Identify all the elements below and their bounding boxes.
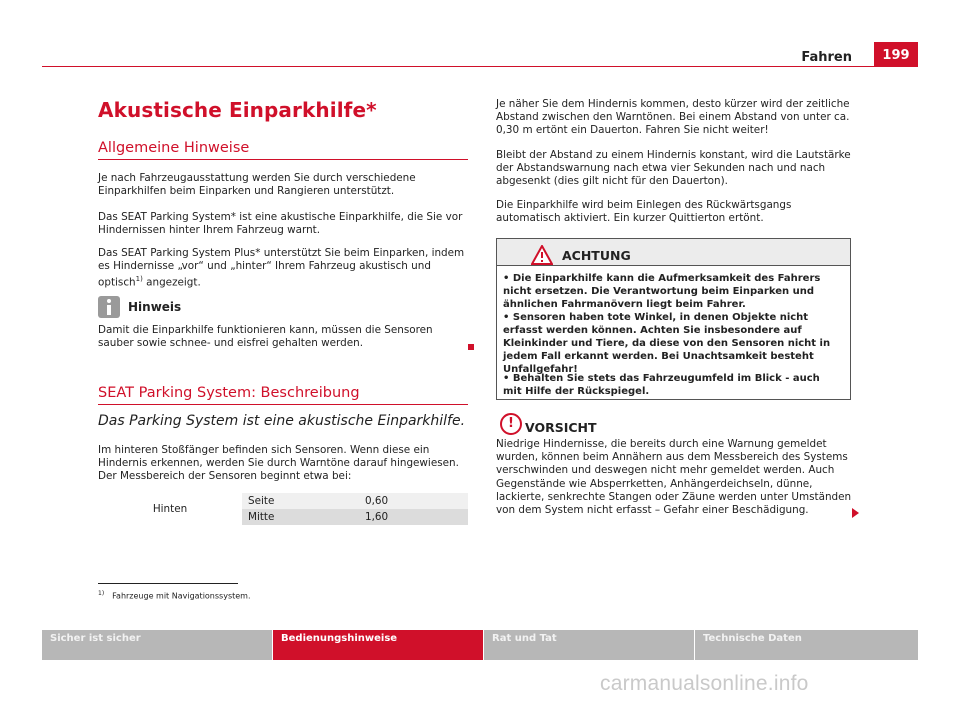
section-label: Fahren bbox=[801, 50, 852, 65]
section-heading-parking-system: SEAT Parking System: Beschreibung bbox=[98, 385, 360, 401]
hinweis-title: Hinweis bbox=[128, 300, 182, 314]
section-rule bbox=[98, 404, 468, 405]
paragraph: Das SEAT Parking System* ist eine akustische Einparkhilfe, die Sie vor Hindernissen hinter Ihrem Fahrzeug warnt. bbox=[98, 211, 463, 237]
caution-icon: ! bbox=[500, 413, 522, 435]
section-rule bbox=[98, 159, 468, 160]
end-marker-icon bbox=[468, 344, 474, 350]
watermark: carmanualsonline.info bbox=[600, 672, 809, 695]
nav-tab-bedienungshinweise[interactable]: Bedienungshinweise bbox=[273, 630, 483, 660]
footnote-rule bbox=[98, 583, 238, 584]
caution-text: Niedrige Hindernisse, die bereits durch eine Warnung gemeldet wurden, können beim Annähern aus dem Messbereich des Systems verschwinden und deswegen nicht mehr gemeldet werden. Auch Gegenstände wie Absperrketten, Anhängerdeichseln, dünne, lackierte, senkrechte Stangen oder Zäune werden unter Umständen von dem System nicht erfasst – Gefahr einer Beschädigung. bbox=[496, 438, 852, 517]
paragraph: Im hinteren Stoßfänger befinden sich Sensoren. Wenn diese ein Hindernis erkennen, werden Sie durch Warntöne darauf hingewiesen. Der Messbereich der Sensoren beginnt etwa bei: bbox=[98, 444, 459, 483]
warning-triangle-icon bbox=[531, 245, 553, 265]
table-cell: Mitte bbox=[242, 509, 359, 525]
warning-bullet: • Behalten Sie stets das Fahrzeugumfeld im Blick - auch mit Hilfe der Rückspiegel. bbox=[503, 373, 820, 397]
table-cell: 0,60 bbox=[359, 493, 468, 509]
nav-tab-sicher-ist-sicher[interactable]: Sicher ist sicher bbox=[42, 630, 272, 660]
warning-title: ACHTUNG bbox=[562, 248, 631, 263]
nav-tab-rat-und-tat[interactable]: Rat und Tat bbox=[484, 630, 694, 660]
sensor-range-table bbox=[98, 493, 468, 525]
paragraph: Bleibt der Abstand zu einem Hindernis konstant, wird die Lautstärke der Abstandswarnung nach etwa vier Sekunden nach und nach abgesenkt (dies gilt nicht für den Dauerton). bbox=[496, 149, 851, 188]
footnote-ref: 1) bbox=[135, 275, 143, 284]
paragraph: Das SEAT Parking System Plus* unterstützt Sie beim Einparken, indem es Hindernisse „vor“ und „hinter“ Ihrem Fahrzeug akustisch und optisch$^{1)}$ angezeigt. bbox=[98, 247, 465, 289]
header-rule bbox=[42, 66, 918, 67]
table-row-header: Hinten bbox=[98, 493, 242, 525]
section-intro: Das Parking System ist eine akustische Einparkhilfe. bbox=[98, 413, 466, 429]
paragraph: Je nach Fahrzeugausstattung werden Sie durch verschiedene Einparkhilfen beim Einparken und Rangieren unterstützt. bbox=[98, 172, 416, 198]
hinweis-text: Damit die Einparkhilfe funktionieren kann, müssen die Sensoren sauber sowie schnee- und eisfrei gehalten werden. bbox=[98, 324, 433, 350]
page-title: Akustische Einparkhilfe* bbox=[98, 98, 377, 122]
info-icon bbox=[98, 296, 120, 318]
table-row bbox=[98, 493, 468, 509]
caution-title: VORSICHT bbox=[525, 420, 597, 435]
footnote: $^{1)}$ Fahrzeuge mit Navigationssystem. bbox=[98, 590, 251, 601]
table-cell: Seite bbox=[242, 493, 359, 509]
warning-bullet: • Die Einparkhilfe kann die Aufmerksamkeit des Fahrers nicht ersetzen. Die Verantwortung beim Einparken und ähnlichen Fahrmanövern liegt beim Fahrer. bbox=[503, 273, 821, 310]
hinweis-header bbox=[98, 296, 181, 318]
paragraph: Je näher Sie dem Hindernis kommen, desto kürzer wird der zeitliche Abstand zwischen den Warntönen. Bei einem Abstand von unter ca. 0,30 m ertönt ein Dauerton. Fahren Sie nicht weiter! bbox=[496, 98, 850, 137]
table-cell: 1,60 bbox=[359, 509, 468, 525]
continue-arrow-icon bbox=[852, 508, 859, 518]
paragraph: Die Einparkhilfe wird beim Einlegen des Rückwärtsgangs automatisch aktiviert. Ein kurzer Quittierton ertönt. bbox=[496, 199, 792, 225]
section-heading-general: Allgemeine Hinweise bbox=[98, 140, 250, 156]
nav-tab-technische-daten[interactable]: Technische Daten bbox=[695, 630, 918, 660]
warning-bullet: • Sensoren haben tote Winkel, in denen Objekte nicht erfasst werden können. Achten Sie insbesondere auf Kleinkinder und Tiere, da diese von den Sensoren nicht in jedem Fall erkannt werden. Bei Unachtsamkeit besteht Unfallgefahr! bbox=[503, 312, 831, 375]
page-number: 199 bbox=[874, 42, 918, 67]
